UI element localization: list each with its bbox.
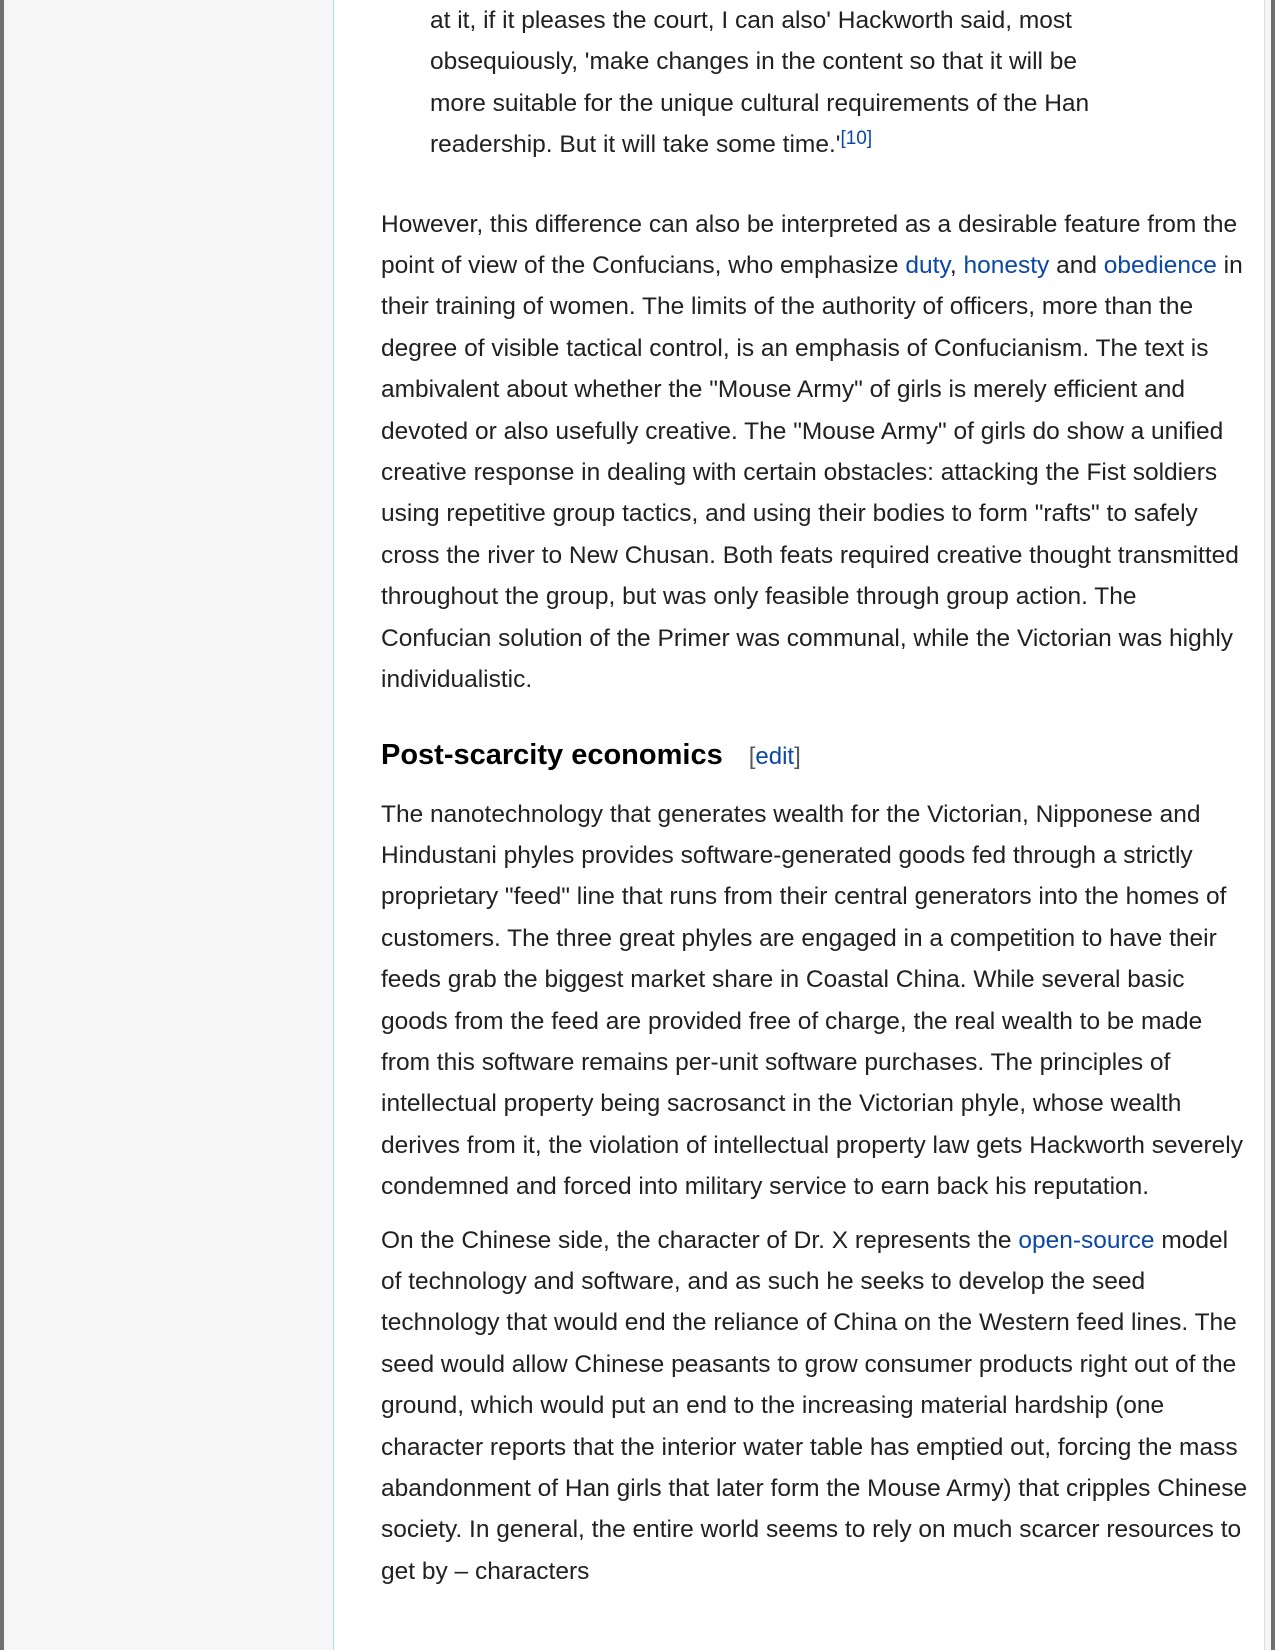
link-obedience[interactable]: obedience [1103, 252, 1217, 280]
quote-text: at it, if it pleases the court, I can also' Hackworth said, most obsequiously, 'make changes in the content so that it will be more suitable for the unique cultural requirements of the Han readership. But it will take some time.' [430, 7, 1090, 159]
article-content [333, 0, 1265, 1650]
link-duty[interactable]: duty [905, 252, 950, 280]
bracket: [ [748, 742, 756, 770]
article-body [381, 0, 1251, 1592]
blockquote [430, 0, 1130, 166]
section-heading [381, 735, 1251, 777]
link-honesty[interactable]: honesty [963, 252, 1050, 280]
paragraph-confucian [381, 204, 1251, 701]
page-frame [4, 0, 1271, 1650]
section-title: Post-scarcity economics [381, 738, 723, 771]
text-run: and [1049, 252, 1104, 280]
reference-link[interactable]: [10] [840, 128, 873, 150]
text-run: On the Chinese side, the character of Dr. X represents the [381, 1226, 1019, 1254]
text-run: in their training of women. The limits of the authority of officers, more than the degree of visible tactical control, is an emphasis of Confucianism. The text is ambivalent about whether the "Mouse Army" of girls is merely efficient and devoted or also usefully creative. The "Mouse Army" of girls do show a unified creative response in dealing with certain obstacles: attacking the Fist soldiers using repetitive group tactics, and using their bodies to form "rafts" to safely cross the river to New Chusan. Both feats required creative thought transmitted throughout the group, but was only feasible through group action. The Confucian solution of the Primer was communal, while the Victorian was highly individualistic. [381, 252, 1243, 694]
paragraph-nanotechnology: The nanotechnology that generates wealth for the Victorian, Nipponese and Hindustani phyles provides software-generated goods fed through a strictly proprietary "feed" line that runs from their central generators into the homes of customers. The three great phyles are engaged in a competition to have their feeds grab the biggest market share in Coastal China. While several basic goods from the feed are provided free of charge, the real wealth to be made from this software remains per-unit software purchases. The principles of intellectual property being sacrosanct in the Victorian phyle, whose wealth derives from it, the violation of intellectual property law gets Hackworth severely condemned and forced into military service to earn back his reputation. [381, 800, 1243, 1201]
link-open-source[interactable]: open-source [1018, 1226, 1155, 1254]
reference-10[interactable] [840, 128, 872, 149]
bracket: ] [794, 742, 801, 770]
text-run: However, this difference can also be interpreted as a desirable feature from the point of view of the Confucians, who emphasize [381, 210, 1238, 280]
sidebar [4, 0, 333, 1650]
paragraph-chinese-side [381, 1220, 1251, 1593]
quote-paragraph [430, 0, 1130, 166]
text-run: , [949, 252, 964, 280]
text-run: model of technology and software, and as such he seeks to develop the seed technology that would end the reliance of China on the Western feed lines. The seed would allow Chinese peasants to grow consumer products right out of the ground, which would put an end to the increasing material hardship (one character reports that the interior water table has emptied out, forcing the mass abandonment of Han girls that later form the Mouse Army) that cripples Chinese society. In general, the entire world seems to rely on much scarcer resources to get by – characters [381, 1226, 1248, 1585]
edit-link[interactable]: edit [755, 742, 795, 770]
edit-section [749, 743, 801, 770]
